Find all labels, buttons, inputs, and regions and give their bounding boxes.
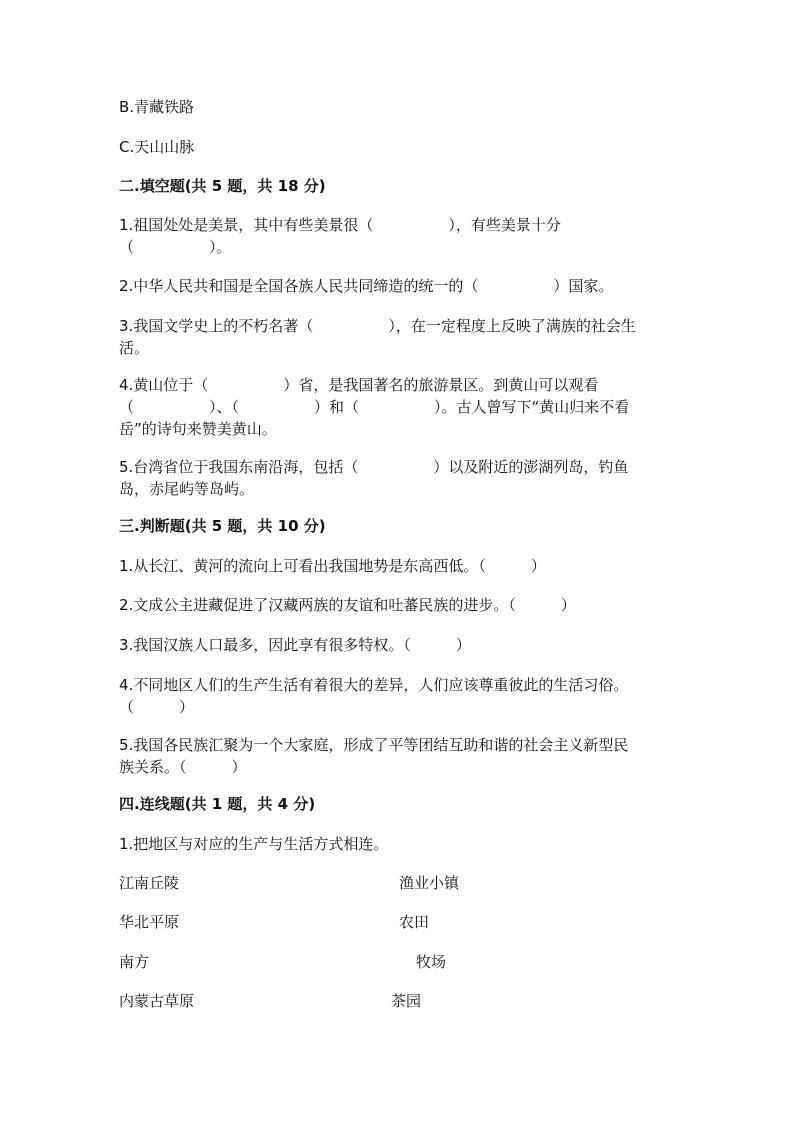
judge-q4-line2: （ ） xyxy=(119,698,195,716)
fill-q4-line1: 4.黄山位于（ ）省，是我国著名的旅游景区。到黄山可以观看 xyxy=(119,376,599,394)
match-right-item: 农田 xyxy=(399,913,430,931)
judge-q5-line2: 族关系。（ ） xyxy=(119,758,247,776)
match-right-item: 茶园 xyxy=(391,992,422,1010)
judge-q5-line1: 5.我国各民族汇聚为一个大家庭，形成了平等团结互助和谐的社会主义新型民 xyxy=(119,736,629,754)
section-heading-matching: 四.连线题(共 1 题，共 4 分) xyxy=(119,795,316,813)
match-left-item: 江南丘陵 xyxy=(119,874,180,892)
match-left-item: 内蒙古草原 xyxy=(119,992,195,1010)
match-left-item: 华北平原 xyxy=(119,913,180,931)
option-c: C.天山山脉 xyxy=(119,138,195,156)
judge-q4-line1: 4.不同地区人们的生产生活有着很大的差异，人们应该尊重彼此的生活习俗。 xyxy=(119,676,629,694)
fill-q3-line2: 活。 xyxy=(119,339,150,357)
matching-q1: 1.把地区与对应的生产与生活方式相连。 xyxy=(119,835,389,853)
match-right-item: 渔业小镇 xyxy=(399,874,460,892)
fill-q4-line3: 岳”的诗句来赞美黄山。 xyxy=(119,420,277,438)
judge-q3: 3.我国汉族人口最多，因此享有很多特权。（ ） xyxy=(119,636,471,654)
fill-q5-line2: 岛，赤尾屿等岛屿。 xyxy=(119,480,255,498)
fill-q5-line1: 5.台湾省位于我国东南沿海，包括（ ）以及附近的澎湖列岛，钓鱼 xyxy=(119,458,629,476)
section-heading-fill-blank: 二.填空题(共 5 题，共 18 分) xyxy=(119,177,326,195)
fill-q1-line1: 1.祖国处处是美景，其中有些美景很（ ），有些美景十分 xyxy=(119,216,561,234)
fill-q2-line1: 2.中华人民共和国是全国各族人民共同缔造的统一的（ ）国家。 xyxy=(119,277,614,295)
option-b: B.青藏铁路 xyxy=(119,98,195,116)
judge-q1: 1.从长江、黄河的流向上可看出我国地势是东高西低。（ ） xyxy=(119,557,546,575)
fill-q4-line2: （ ）、（ ）和（ ）。古人曾写下“黄山归来不看 xyxy=(119,398,630,416)
fill-q1-line2: （ ）。 xyxy=(119,238,232,256)
section-heading-true-false: 三.判断题(共 5 题，共 10 分) xyxy=(119,517,326,535)
match-right-item: 牧场 xyxy=(416,953,447,971)
match-left-item: 南方 xyxy=(119,953,150,971)
judge-q2: 2.文成公主进藏促进了汉藏两族的友谊和吐蕃民族的进步。（ ） xyxy=(119,596,576,614)
fill-q3-line1: 3.我国文学史上的不朽名著（ ），在一定程度上反映了满族的社会生 xyxy=(119,317,636,335)
